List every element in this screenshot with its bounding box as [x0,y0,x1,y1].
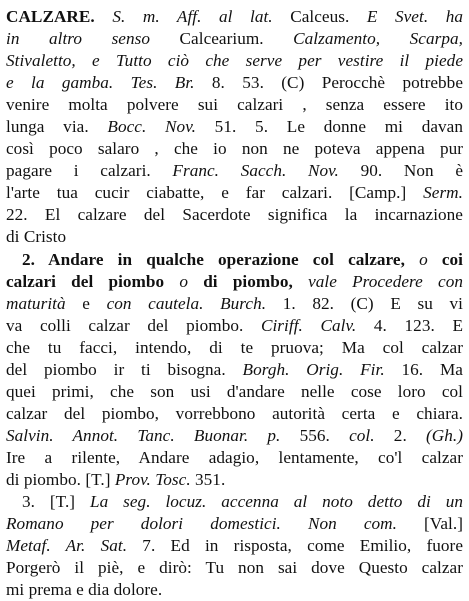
entry-text-segment: Borgh. Orig. Fir. [242,359,385,379]
entry-text-segment: Serm. [423,183,463,203]
entry-line [6,249,463,271]
entry-text-segment: va colli calzar del piombo. [6,315,261,335]
entry-text-segment: 556. [280,425,350,445]
entry-text-segment: 7. Ed in risposta, come Emilio, fuore [127,536,463,556]
entry-line [6,94,463,116]
entry-text-segment: Calceus. [272,7,367,26]
entry-text-segment: 16. Ma [384,359,463,379]
entry-text-segment: o [404,249,442,269]
entry-text-segment: 3. [T.] [22,492,90,512]
entry-text-segment: e la gamba. Tes. Br. [6,73,195,93]
entry-text-segment: 4. 123. E [356,315,463,335]
entry-text-segment: 2. Andare in qualche operazione col calzare, [22,249,405,269]
entry-text-segment: Stivaletto, e Tutto ciò che serve per vestire il piede [6,51,463,71]
entry-text-segment: Porgerò il piè, e dirò: Tu non sai dove Questo calzar [6,558,463,578]
entry-text-segment: di piombo, [203,271,293,291]
entry-text-segment: con cautela. Burch. [106,293,267,313]
entry-line [6,72,463,94]
entry-text-segment: 1. 82. (C) E su vi [266,293,463,313]
entry-text-segment: così poco salaro , che io non ne poteva appena pur [6,139,463,159]
entry-text-segment: S. m. Aff. al lat. [112,7,273,26]
entry-text-segment: Ire a rilente, Andare adagio, lentamente, co'l calzar [6,447,463,467]
entry-text-segment: quei primi, che son usi d'andare nelle cose loro col [6,381,463,401]
entry-text-segment: Calcearium. [150,29,294,49]
entry-text-segment: E Svet. ha [366,7,463,26]
entry-line [6,557,463,579]
entry-text-segment: mi prema e dia dolore. [6,580,163,600]
entry-line [6,513,463,535]
entry-line [6,491,463,513]
entry-text-segment: Bocc. Nov. [107,117,196,137]
entry-line [6,293,463,315]
entry-line [6,50,463,72]
entry-text-segment: 8. 53. (C) Perocchè potrebbe [194,73,463,93]
entry-line [6,116,463,138]
entry-text-segment: Franc. Sacch. Nov. [172,161,339,181]
entry-line [6,403,463,425]
entry-text-segment: di Cristo [6,227,67,247]
entry-text-segment: venire molta polvere sui calzari , senza essere ito [6,95,463,115]
entry-text-segment: 351. [190,469,226,489]
entry-line [6,160,463,182]
entry-line [6,535,463,557]
dictionary-entry-text [6,6,463,601]
entry-text-segment: CALZARE [6,7,91,26]
entry-text-segment: (Gh.) [426,425,463,445]
entry-text-segment: Metaf. Ar. Sat. [6,536,128,556]
entry-text-segment: Prov. Tosc. [114,469,191,489]
entry-text-segment: lunga via. [6,117,108,137]
entry-text-segment: che tu facci, intendo, di te pruova; Ma col calzar [6,337,463,357]
entry-line [6,381,463,403]
entry-text-segment: calzari del piombo [6,271,165,291]
entry-text-segment: calzar del piombo, vorrebbono autorità certa e chiara. [6,403,463,423]
entry-text-segment: e [65,293,107,313]
entry-text-segment: 90. Non è [338,161,463,181]
entry-text-segment: in altro senso [6,29,151,49]
entry-line [6,359,463,381]
entry-text-segment: Salvin. Annot. Tanc. Buonar. p. [6,425,281,445]
entry-text-segment: pagare i calzari. [6,161,173,181]
entry-line [6,271,463,293]
entry-text-segment: Romano per dolori domestici. Non com. [6,514,397,534]
entry-text-segment: col. [349,425,375,445]
entry-line [6,182,463,204]
entry-line [6,28,463,50]
entry-text-segment: di piombo. [T.] [6,469,115,489]
entry-line [6,337,463,359]
entry-text-segment: del piombo ir ti bisogna. [6,359,243,379]
entry-text-segment: Ciriff. Calv. [260,315,357,335]
entry-line [6,579,463,601]
entry-line [6,6,463,28]
entry-text-segment: vale Procedere con [292,271,463,291]
entry-line [6,447,463,469]
entry-line [6,315,463,337]
entry-line [6,469,463,491]
entry-text-segment: maturità [6,293,66,313]
entry-text-segment: La seg. locuz. accenna al noto detto di un [89,492,463,512]
entry-text-segment: coi [441,249,464,269]
entry-line [6,226,463,248]
entry-text-segment: 51. 5. Le donne mi davan [195,117,463,137]
entry-text-segment: . [90,7,113,26]
entry-line [6,204,463,226]
entry-line [6,425,463,447]
entry-text-segment: [Val.] [396,514,463,534]
entry-text-segment: Calzamento, Scarpa, [293,29,463,49]
entry-text-segment: 22. El calzare del Sacerdote significa la incarnazione [6,205,463,225]
entry-text-segment: l'arte tua cucir ciabatte, e far calzari. [Camp.] [6,183,424,203]
entry-line [6,138,463,160]
entry-text-segment: o [164,271,204,291]
entry-text-segment: 2. [374,425,426,445]
